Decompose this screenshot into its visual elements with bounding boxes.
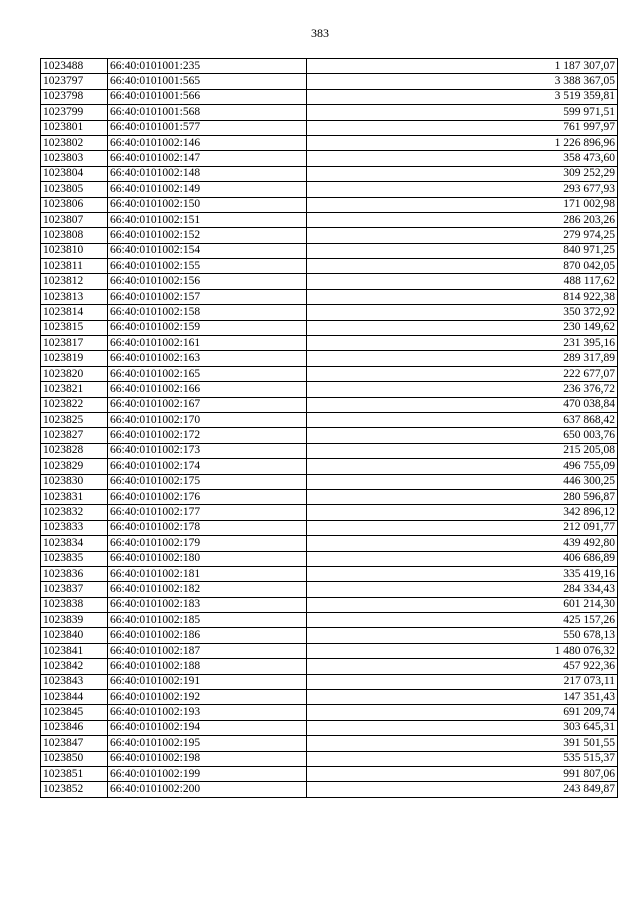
table-row <box>41 597 618 612</box>
table-row <box>41 274 618 289</box>
cell-cadastral-value: 1 226 896,96 <box>307 135 618 150</box>
table-row <box>41 536 618 551</box>
table-row <box>41 228 618 243</box>
cadastral-value-table <box>40 58 618 798</box>
cell-cadastral-value: 488 117,62 <box>307 274 618 289</box>
table-row <box>41 197 618 212</box>
cell-record-id: 1023835 <box>41 551 108 566</box>
cell-cadastral-number: 66:40:0101002:174 <box>108 459 307 474</box>
cell-record-id: 1023801 <box>41 120 108 135</box>
cell-record-id: 1023805 <box>41 182 108 197</box>
cell-cadastral-number: 66:40:0101002:159 <box>108 320 307 335</box>
cell-cadastral-value: 991 807,06 <box>307 766 618 781</box>
cell-record-id: 1023811 <box>41 259 108 274</box>
cell-cadastral-value: 215 205,08 <box>307 443 618 458</box>
cell-cadastral-value: 230 149,62 <box>307 320 618 335</box>
cell-cadastral-number: 66:40:0101002:165 <box>108 366 307 381</box>
cell-record-id: 1023846 <box>41 720 108 735</box>
table-row <box>41 397 618 412</box>
cell-record-id: 1023827 <box>41 428 108 443</box>
cell-record-id: 1023822 <box>41 397 108 412</box>
cell-record-id: 1023825 <box>41 412 108 427</box>
table-row <box>41 351 618 366</box>
cell-cadastral-value: 425 157,26 <box>307 613 618 628</box>
cell-cadastral-number: 66:40:0101002:179 <box>108 536 307 551</box>
table-row <box>41 320 618 335</box>
cell-cadastral-number: 66:40:0101002:147 <box>108 151 307 166</box>
table-row <box>41 474 618 489</box>
cell-cadastral-value: 147 351,43 <box>307 690 618 705</box>
cell-cadastral-value: 3 388 367,05 <box>307 74 618 89</box>
cell-cadastral-number: 66:40:0101002:194 <box>108 720 307 735</box>
cell-cadastral-value: 243 849,87 <box>307 782 618 797</box>
cell-cadastral-number: 66:40:0101002:192 <box>108 690 307 705</box>
cell-cadastral-number: 66:40:0101002:199 <box>108 766 307 781</box>
table-row <box>41 366 618 381</box>
table-row <box>41 520 618 535</box>
table-row <box>41 489 618 504</box>
table-row <box>41 259 618 274</box>
table-row <box>41 243 618 258</box>
cell-cadastral-number: 66:40:0101002:167 <box>108 397 307 412</box>
cell-record-id: 1023810 <box>41 243 108 258</box>
cell-cadastral-number: 66:40:0101002:163 <box>108 351 307 366</box>
cell-cadastral-value: 236 376,72 <box>307 382 618 397</box>
cell-cadastral-value: 212 091,77 <box>307 520 618 535</box>
cell-record-id: 1023814 <box>41 305 108 320</box>
cell-cadastral-value: 289 317,89 <box>307 351 618 366</box>
cell-cadastral-value: 342 896,12 <box>307 505 618 520</box>
cell-cadastral-number: 66:40:0101002:151 <box>108 212 307 227</box>
cell-record-id: 1023799 <box>41 105 108 120</box>
table-row <box>41 736 618 751</box>
cell-cadastral-number: 66:40:0101002:166 <box>108 382 307 397</box>
cell-cadastral-number: 66:40:0101002:178 <box>108 520 307 535</box>
cell-record-id: 1023819 <box>41 351 108 366</box>
table-row <box>41 212 618 227</box>
cell-cadastral-number: 66:40:0101002:175 <box>108 474 307 489</box>
cell-cadastral-value: 217 073,11 <box>307 674 618 689</box>
cell-cadastral-number: 66:40:0101002:152 <box>108 228 307 243</box>
cell-cadastral-value: 3 519 359,81 <box>307 89 618 104</box>
cell-cadastral-number: 66:40:0101002:157 <box>108 289 307 304</box>
cell-cadastral-value: 222 677,07 <box>307 366 618 381</box>
cell-cadastral-number: 66:40:0101002:150 <box>108 197 307 212</box>
cell-cadastral-value: 870 042,05 <box>307 259 618 274</box>
cell-record-id: 1023851 <box>41 766 108 781</box>
table-row <box>41 89 618 104</box>
cell-cadastral-value: 335 419,16 <box>307 566 618 581</box>
cell-cadastral-number: 66:40:0101001:565 <box>108 74 307 89</box>
table-row <box>41 105 618 120</box>
cell-cadastral-value: 309 252,29 <box>307 166 618 181</box>
cell-cadastral-value: 293 677,93 <box>307 182 618 197</box>
cell-cadastral-number: 66:40:0101001:577 <box>108 120 307 135</box>
cell-cadastral-value: 358 473,60 <box>307 151 618 166</box>
cell-record-id: 1023820 <box>41 366 108 381</box>
cell-cadastral-number: 66:40:0101002:156 <box>108 274 307 289</box>
table-row <box>41 59 618 74</box>
table-row <box>41 166 618 181</box>
cell-record-id: 1023804 <box>41 166 108 181</box>
cell-cadastral-number: 66:40:0101002:185 <box>108 613 307 628</box>
table-row <box>41 151 618 166</box>
table-row <box>41 459 618 474</box>
cell-cadastral-number: 66:40:0101002:161 <box>108 336 307 351</box>
table-row <box>41 659 618 674</box>
table-row <box>41 135 618 150</box>
cell-record-id: 1023807 <box>41 212 108 227</box>
cell-cadastral-number: 66:40:0101002:180 <box>108 551 307 566</box>
table-row <box>41 643 618 658</box>
table-body <box>41 59 618 798</box>
cell-cadastral-number: 66:40:0101002:146 <box>108 135 307 150</box>
cell-record-id: 1023812 <box>41 274 108 289</box>
cell-cadastral-value: 391 501,55 <box>307 736 618 751</box>
cell-cadastral-number: 66:40:0101002:176 <box>108 489 307 504</box>
table-row <box>41 766 618 781</box>
cell-cadastral-number: 66:40:0101002:181 <box>108 566 307 581</box>
table-row <box>41 751 618 766</box>
table-row <box>41 305 618 320</box>
cell-record-id: 1023821 <box>41 382 108 397</box>
cell-cadastral-value: 470 038,84 <box>307 397 618 412</box>
cell-cadastral-value: 350 372,92 <box>307 305 618 320</box>
cell-cadastral-value: 286 203,26 <box>307 212 618 227</box>
cell-cadastral-number: 66:40:0101002:187 <box>108 643 307 658</box>
table-row <box>41 690 618 705</box>
cell-cadastral-number: 66:40:0101002:186 <box>108 628 307 643</box>
cell-record-id: 1023832 <box>41 505 108 520</box>
table-row <box>41 551 618 566</box>
cell-record-id: 1023803 <box>41 151 108 166</box>
cell-record-id: 1023828 <box>41 443 108 458</box>
table-row <box>41 628 618 643</box>
cell-cadastral-number: 66:40:0101002:158 <box>108 305 307 320</box>
cell-record-id: 1023842 <box>41 659 108 674</box>
cell-record-id: 1023830 <box>41 474 108 489</box>
cell-cadastral-value: 284 334,43 <box>307 582 618 597</box>
table-row <box>41 382 618 397</box>
cell-cadastral-number: 66:40:0101002:195 <box>108 736 307 751</box>
cell-cadastral-value: 1 480 076,32 <box>307 643 618 658</box>
table-row <box>41 74 618 89</box>
cell-cadastral-number: 66:40:0101002:198 <box>108 751 307 766</box>
cell-record-id: 1023829 <box>41 459 108 474</box>
cell-cadastral-value: 231 395,16 <box>307 336 618 351</box>
cell-cadastral-value: 496 755,09 <box>307 459 618 474</box>
cell-cadastral-number: 66:40:0101002:172 <box>108 428 307 443</box>
table-row <box>41 705 618 720</box>
cell-cadastral-value: 279 974,25 <box>307 228 618 243</box>
cell-cadastral-number: 66:40:0101001:568 <box>108 105 307 120</box>
cell-record-id: 1023808 <box>41 228 108 243</box>
cell-record-id: 1023815 <box>41 320 108 335</box>
cell-record-id: 1023831 <box>41 489 108 504</box>
cell-record-id: 1023839 <box>41 613 108 628</box>
page-number: 383 <box>311 26 329 40</box>
table-row <box>41 428 618 443</box>
cell-record-id: 1023488 <box>41 59 108 74</box>
cell-cadastral-number: 66:40:0101002:191 <box>108 674 307 689</box>
cell-record-id: 1023806 <box>41 197 108 212</box>
cell-cadastral-number: 66:40:0101002:154 <box>108 243 307 258</box>
cell-cadastral-number: 66:40:0101002:173 <box>108 443 307 458</box>
cell-cadastral-value: 535 515,37 <box>307 751 618 766</box>
table-row <box>41 505 618 520</box>
cell-cadastral-value: 171 002,98 <box>307 197 618 212</box>
cell-record-id: 1023833 <box>41 520 108 535</box>
cell-cadastral-value: 601 214,30 <box>307 597 618 612</box>
cell-record-id: 1023834 <box>41 536 108 551</box>
cell-record-id: 1023836 <box>41 566 108 581</box>
cell-cadastral-value: 761 997,97 <box>307 120 618 135</box>
cell-record-id: 1023852 <box>41 782 108 797</box>
cell-cadastral-value: 814 922,38 <box>307 289 618 304</box>
table-row <box>41 720 618 735</box>
cell-cadastral-value: 1 187 307,07 <box>307 59 618 74</box>
cell-record-id: 1023845 <box>41 705 108 720</box>
cell-record-id: 1023798 <box>41 89 108 104</box>
cell-cadastral-number: 66:40:0101002:183 <box>108 597 307 612</box>
cell-cadastral-value: 650 003,76 <box>307 428 618 443</box>
cell-cadastral-number: 66:40:0101002:149 <box>108 182 307 197</box>
table-row <box>41 120 618 135</box>
cell-cadastral-value: 303 645,31 <box>307 720 618 735</box>
cell-cadastral-value: 446 300,25 <box>307 474 618 489</box>
cell-record-id: 1023837 <box>41 582 108 597</box>
cell-cadastral-value: 691 209,74 <box>307 705 618 720</box>
table-row <box>41 289 618 304</box>
cell-record-id: 1023838 <box>41 597 108 612</box>
cell-cadastral-value: 599 971,51 <box>307 105 618 120</box>
table-row <box>41 336 618 351</box>
cell-cadastral-value: 457 922,36 <box>307 659 618 674</box>
table-row <box>41 613 618 628</box>
table-row <box>41 443 618 458</box>
cell-cadastral-value: 637 868,42 <box>307 412 618 427</box>
cell-cadastral-number: 66:40:0101002:170 <box>108 412 307 427</box>
cell-cadastral-number: 66:40:0101001:566 <box>108 89 307 104</box>
cell-cadastral-number: 66:40:0101001:235 <box>108 59 307 74</box>
table-row <box>41 782 618 797</box>
table-row <box>41 566 618 581</box>
cell-record-id: 1023850 <box>41 751 108 766</box>
cell-record-id: 1023797 <box>41 74 108 89</box>
cell-cadastral-number: 66:40:0101002:155 <box>108 259 307 274</box>
cell-cadastral-number: 66:40:0101002:177 <box>108 505 307 520</box>
cell-record-id: 1023840 <box>41 628 108 643</box>
cell-cadastral-value: 840 971,25 <box>307 243 618 258</box>
cell-cadastral-value: 550 678,13 <box>307 628 618 643</box>
table-row <box>41 674 618 689</box>
cell-cadastral-value: 406 686,89 <box>307 551 618 566</box>
cell-cadastral-number: 66:40:0101002:200 <box>108 782 307 797</box>
cell-cadastral-number: 66:40:0101002:182 <box>108 582 307 597</box>
cell-cadastral-number: 66:40:0101002:188 <box>108 659 307 674</box>
cell-cadastral-value: 439 492,80 <box>307 536 618 551</box>
cell-cadastral-number: 66:40:0101002:193 <box>108 705 307 720</box>
cell-record-id: 1023847 <box>41 736 108 751</box>
cell-record-id: 1023841 <box>41 643 108 658</box>
cell-record-id: 1023802 <box>41 135 108 150</box>
cell-cadastral-value: 280 596,87 <box>307 489 618 504</box>
cell-record-id: 1023813 <box>41 289 108 304</box>
cell-record-id: 1023817 <box>41 336 108 351</box>
cell-record-id: 1023843 <box>41 674 108 689</box>
cell-cadastral-number: 66:40:0101002:148 <box>108 166 307 181</box>
table-row <box>41 182 618 197</box>
cell-record-id: 1023844 <box>41 690 108 705</box>
table-row <box>41 582 618 597</box>
table-row <box>41 412 618 427</box>
